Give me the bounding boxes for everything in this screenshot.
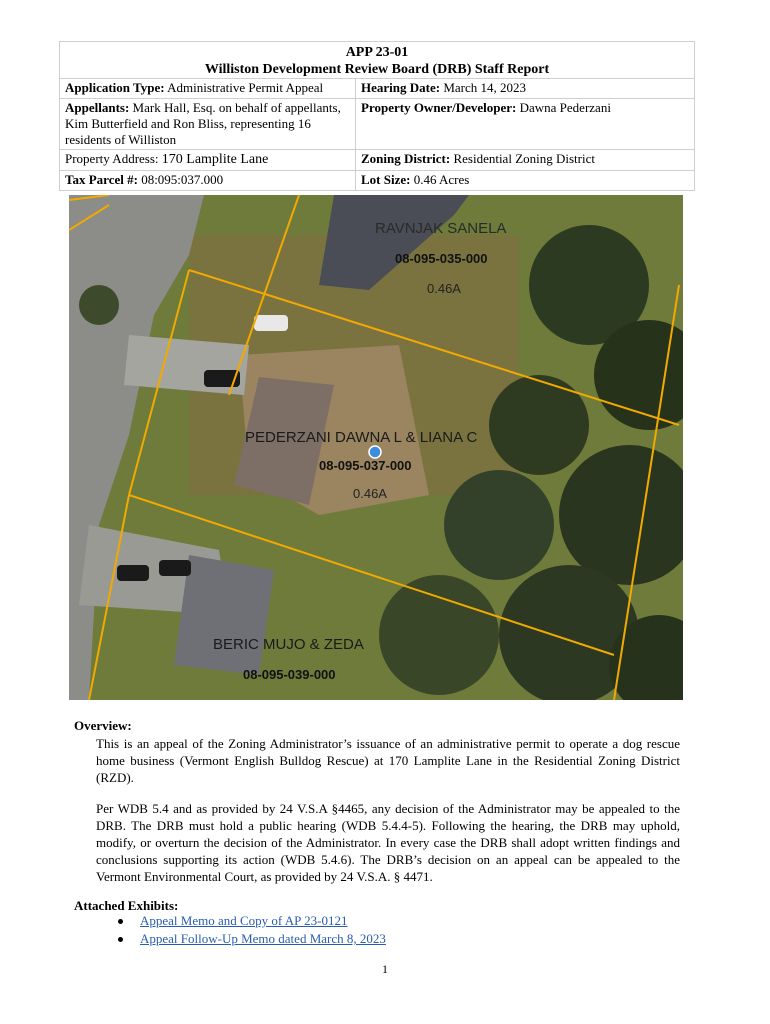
exhibit-item	[118, 930, 386, 948]
subject-owner-label: PEDERZANI DAWNA L & LIANA C	[245, 429, 478, 446]
exhibits-heading: Attached Exhibits:	[74, 898, 179, 913]
info-row-4	[60, 171, 694, 190]
subject-parcel-label: 08-095-037-000	[319, 458, 412, 473]
bullet-icon	[118, 919, 123, 924]
application-id: APP 23-01	[345, 45, 409, 60]
application-type-label: Application Type:	[65, 80, 165, 95]
exhibit-link-1[interactable]: Appeal Memo and Copy of AP 23-0121	[140, 913, 348, 928]
report-title: Williston Development Review Board (DRB) Staff Report	[204, 62, 550, 77]
hearing-date-value: March 14, 2023	[443, 80, 526, 95]
overview-heading: Overview:	[74, 718, 132, 733]
lot-size-value: 0.46 Acres	[413, 172, 470, 187]
aerial-parcel-map	[69, 195, 683, 700]
owner-label: Property Owner/Developer:	[361, 100, 517, 115]
subject-acres-label: 0.46A	[353, 486, 387, 501]
report-header-table	[59, 41, 695, 191]
zoning-value: Residential Zoning District	[453, 151, 595, 166]
hearing-date-label: Hearing Date:	[361, 80, 441, 95]
south-owner-label: BERIC MUJO & ZEDA	[213, 636, 364, 653]
parcel-value: 08:095:037.000	[141, 172, 224, 187]
bullet-icon	[118, 937, 123, 942]
info-row-2	[60, 99, 694, 150]
south-parcel-label: 08-095-039-000	[243, 667, 336, 682]
appellants-value: Mark Hall, Esq. on behalf of appellants, Kim Butterfield and Ron Bliss, representing 16 residents of Williston	[65, 100, 341, 147]
zoning-label: Zoning District:	[361, 151, 451, 166]
parcel-label: Tax Parcel #:	[65, 172, 138, 187]
address-label: Property Address:	[65, 151, 159, 166]
application-type-value: Administrative Permit Appeal	[167, 80, 324, 95]
page-number: 1	[382, 962, 388, 976]
report-title-block	[60, 42, 694, 79]
exhibit-link-2[interactable]: Appeal Follow-Up Memo dated March 8, 2023	[140, 931, 386, 946]
aerial-map-graphic	[69, 195, 683, 700]
info-row-3	[60, 150, 694, 171]
overview-paragraph-1: This is an appeal of the Zoning Administrator’s issuance of an administrative permit to operate a dog rescue home business (Vermont English Bulldog Rescue) at 170 Lamplite Lane in the Residential Zoning District (RZD).	[96, 736, 680, 785]
location-marker-icon	[369, 446, 381, 458]
north-acres-label: 0.46A	[427, 281, 461, 296]
appellants-label: Appellants:	[65, 100, 130, 115]
owner-value: Dawna Pederzani	[519, 100, 611, 115]
lot-size-label: Lot Size:	[361, 172, 411, 187]
north-owner-label: RAVNJAK SANELA	[375, 220, 507, 237]
exhibit-item	[118, 912, 386, 930]
info-row-1	[60, 79, 694, 99]
north-parcel-label: 08-095-035-000	[395, 251, 488, 266]
overview-paragraph-2: Per WDB 5.4 and as provided by 24 V.S.A §4465, any decision of the Administrator may be appealed to the DRB. The DRB must hold a public hearing (WDB 5.4.4-5). Following the hearing, the DRB may uphold, modify, or overturn the decision of the Administrator. In every case the DRB shall adopt written findings and conclusions supporting its action (WDB 5.4.6). The DRB’s decision on an appeal can be appealed to the Vermont Environmental Court, as provided by 24 V.S.A. § 4471.	[96, 801, 680, 884]
exhibits-list	[118, 912, 386, 948]
address-value: 170 Lamplite Lane	[161, 152, 269, 167]
